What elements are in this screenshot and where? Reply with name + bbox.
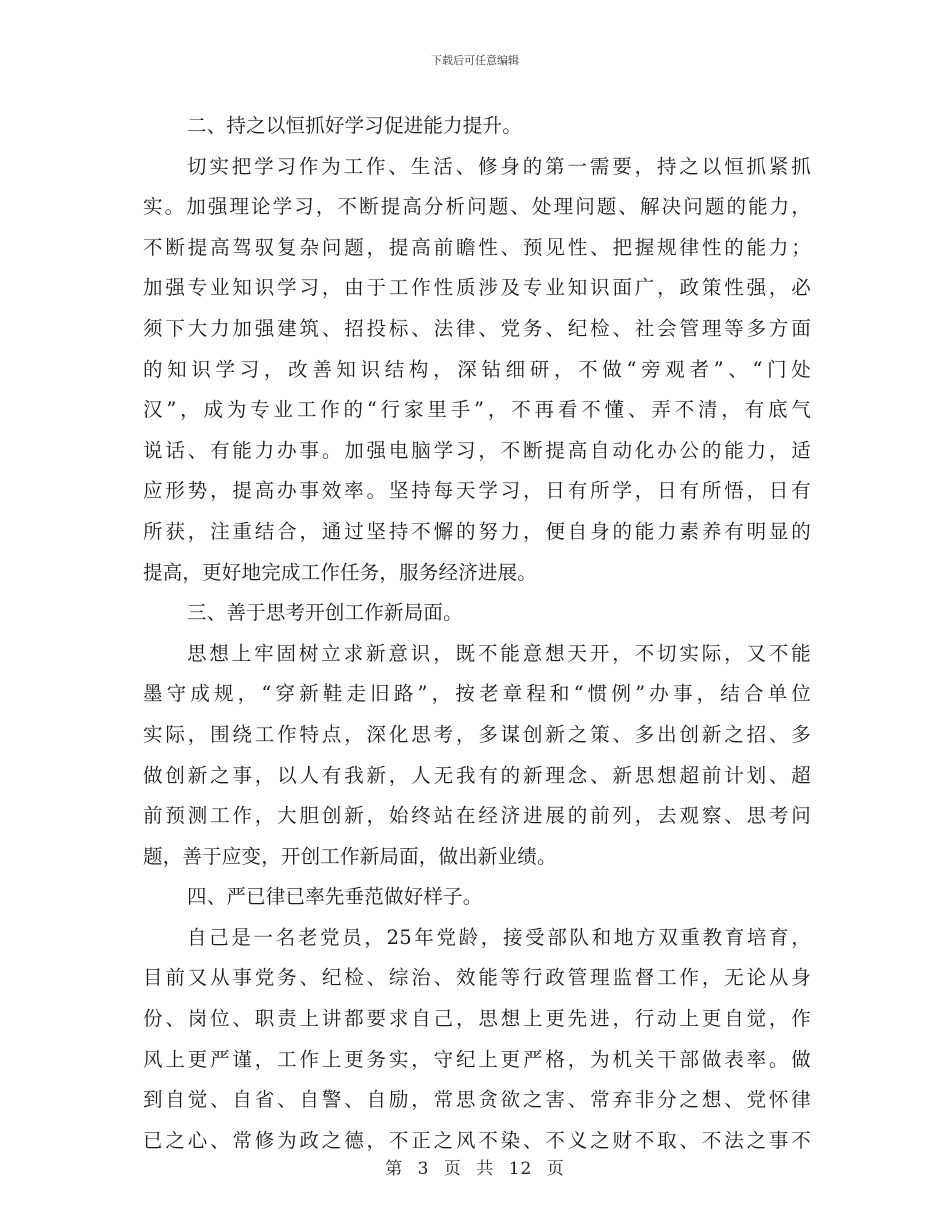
- page-number: 第 3 页 共 12 页: [385, 1159, 565, 1179]
- section-heading: 四、严已律已率先垂范做好样子。: [187, 885, 483, 909]
- paragraph-line: 提高，更好地完成工作任务，服务经济进展。: [143, 560, 538, 584]
- page-header: 下载后可任意编辑: [431, 54, 519, 67]
- paragraph-line: 应形势，提高办事效率。坚持每天学习，日有所学，日有所悟，日有: [143, 479, 811, 503]
- paragraph-line: 说话、有能力办事。加强电脑学习，不断提高自动化办公的能力，适: [143, 438, 811, 462]
- paragraph-line: 做创新之事，以人有我新，人无我有的新理念、新思想超前计划、超: [143, 763, 811, 787]
- paragraph-line: 的知识学习，改善知识结构，深钻细研，不做“旁观者”、“门处: [143, 357, 811, 381]
- section-heading: 三、善于思考开创工作新局面。: [187, 601, 463, 625]
- paragraph-line: 已之心、常修为政之德，不正之风不染、不义之财不取、不法之事不: [143, 1128, 811, 1152]
- paragraph-line: 实。加强理论学习，不断提高分析问题、处理问题、解决问题的能力，: [143, 195, 811, 219]
- section-heading: 二、持之以恒抓好学习促进能力提升。: [187, 114, 522, 137]
- document-body: [143, 106, 811, 1161]
- paragraph-line: 须下大力加强建筑、招投标、法律、党务、纪检、社会管理等多方面: [143, 316, 811, 340]
- paragraph-line: 自己是一名老党员，25年党龄，接受部队和地方双重教育培育，: [187, 925, 811, 949]
- paragraph-line: 前预测工作，大胆创新，始终站在经济进展的前列，去观察、思考问: [143, 804, 811, 828]
- paragraph-line: 实际，围绕工作特点，深化思考，多谋创新之策、多出创新之招、多: [143, 722, 811, 746]
- paragraph-line: 不断提高驾驭复杂问题，提高前瞻性、预见性、把握规律性的能力；: [143, 235, 811, 259]
- paragraph-line: 墨守成规，“穿新鞋走旧路”，按老章程和“惯例”办事，结合单位: [143, 682, 811, 706]
- paragraph-line: 切实把学习作为工作、生活、修身的第一需要，持之以恒抓紧抓: [187, 154, 811, 178]
- paragraph-line: 到自觉、自省、自警、自励，常思贪欲之害、常弃非分之想、党怀律: [143, 1088, 811, 1112]
- paragraph-line: 目前又从事党务、纪检、综治、效能等行政管理监督工作，无论从身: [143, 966, 811, 990]
- paragraph-line: 风上更严谨，工作上更务实，守纪上更严格，为机关干部做表率。做: [143, 1047, 811, 1071]
- paragraph-line: 汉”，成为专业工作的“行家里手”，不再看不懂、弄不清，有底气: [143, 398, 811, 422]
- paragraph-line: 所获，注重结合，通过坚持不懈的努力，便自身的能力素养有明显的: [143, 519, 811, 543]
- paragraph-line: 题，善于应变，开创工作新局面，做出新业绩。: [143, 844, 557, 868]
- paragraph-line: 加强专业知识学习，由于工作性质涉及专业知识面广，政策性强，必: [143, 276, 811, 300]
- paragraph-line: 思想上牢固树立求新意识，既不能意想天开，不切实际，又不能: [187, 641, 811, 665]
- paragraph-line: 份、岗位、职责上讲都要求自己，思想上更先进，行动上更自觉，作: [143, 1007, 811, 1031]
